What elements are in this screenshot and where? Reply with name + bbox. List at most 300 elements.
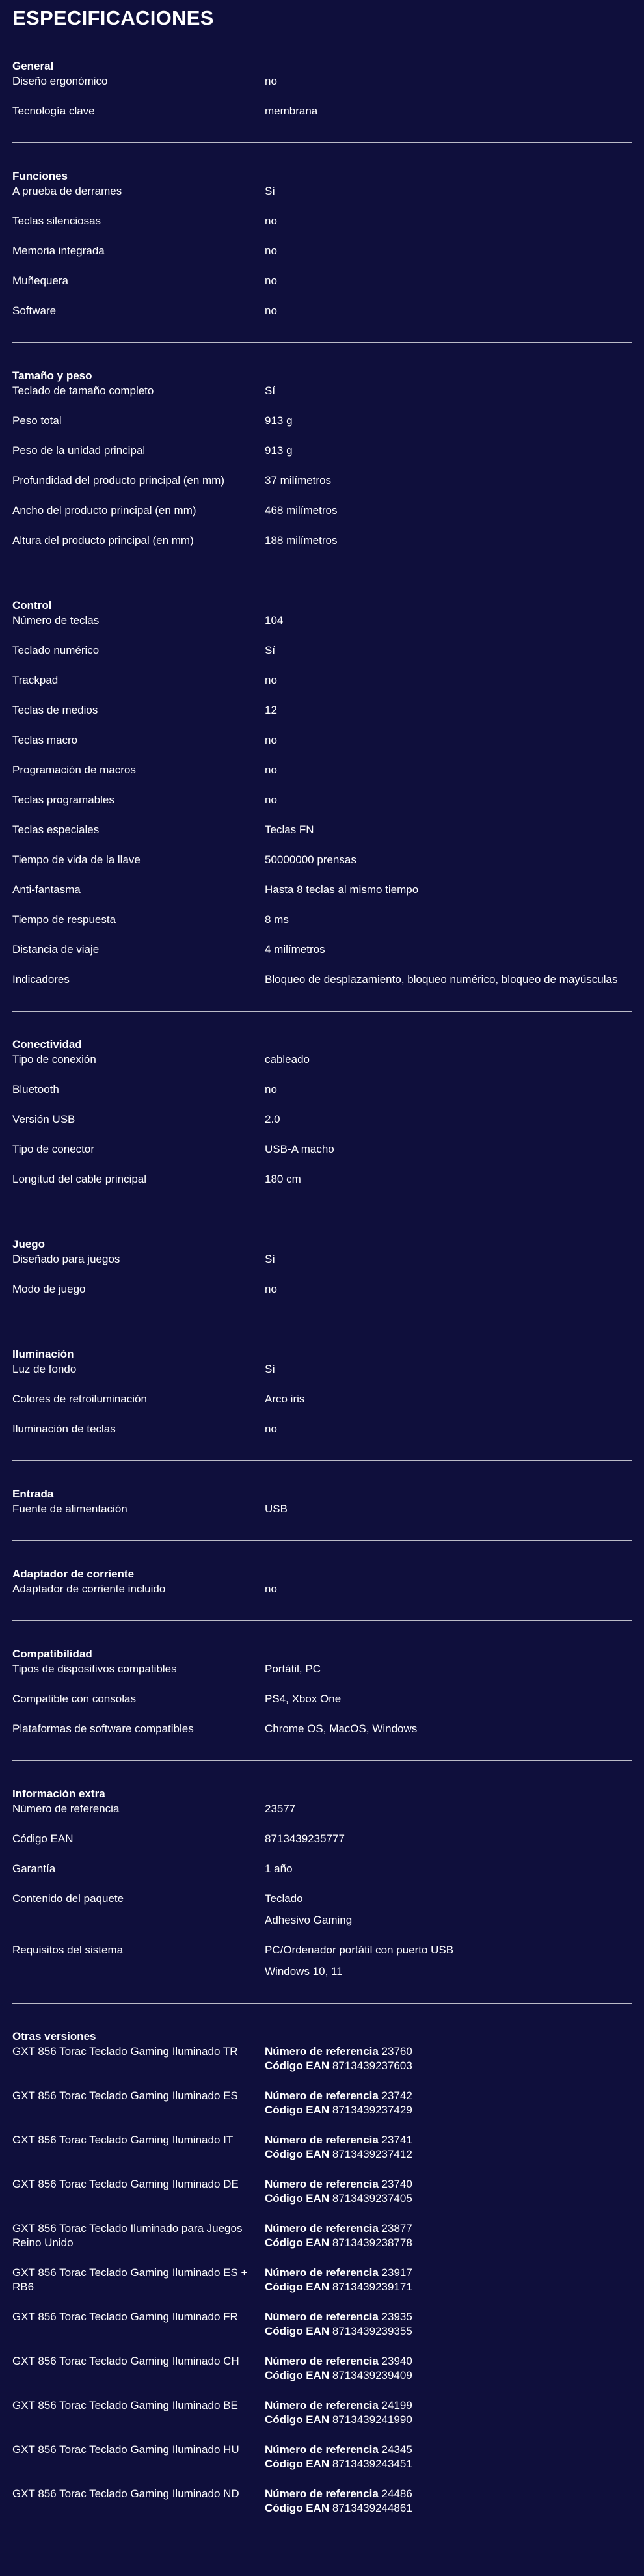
section-heading: Tamaño y peso (12, 369, 92, 382)
spec-value-line: no (265, 734, 277, 746)
spec-value-line: no (265, 794, 277, 806)
spec-value (265, 1662, 632, 1676)
version-row (12, 2045, 632, 2073)
section-heading: Otras versiones (12, 2030, 96, 2043)
spec-row (12, 1422, 632, 1436)
version-name[interactable]: GXT 856 Torac Teclado Gaming Iluminado ND (12, 2488, 239, 2500)
spec-label: Número de teclas (12, 614, 100, 626)
spec-label: Garantía (12, 1862, 56, 1875)
spec-value-line: 4 milímetros (265, 943, 325, 956)
spec-label: Indicadores (12, 973, 70, 986)
spec-label: Longitud del cable principal (12, 1173, 147, 1185)
section-heading: Control (12, 599, 52, 611)
ean-value: 8713439237603 (332, 2059, 412, 2072)
version-row (12, 2310, 632, 2339)
spec-row (12, 703, 632, 718)
spec-value (265, 613, 632, 628)
spec-value-line: no (265, 304, 277, 317)
ref-value: 23741 (381, 2134, 412, 2146)
section-funciones (12, 142, 632, 342)
version-ean-line (265, 2501, 632, 2516)
ref-label: Número de referencia (265, 2222, 379, 2234)
version-details (265, 2266, 632, 2294)
section-heading: Conectividad (12, 1038, 82, 1051)
spec-value-line: Chrome OS, MacOS, Windows (265, 1723, 418, 1735)
version-ean-line (265, 2147, 632, 2162)
spec-row (12, 643, 632, 658)
version-details (265, 2487, 632, 2516)
spec-label: Tipo de conexión (12, 1053, 96, 1066)
spec-value (265, 184, 632, 198)
spec-value-line: Sí (265, 644, 276, 656)
spec-value (265, 763, 632, 777)
spec-label: Número de referencia (12, 1803, 120, 1815)
section-spacer (12, 1436, 632, 1460)
spec-row (12, 384, 632, 398)
spec-row (12, 304, 632, 318)
spec-row (12, 1722, 632, 1736)
spec-row (12, 503, 632, 518)
spec-value (265, 703, 632, 718)
spec-value-line: Sí (265, 1363, 276, 1375)
section-spacer (12, 1296, 632, 1321)
spec-value (265, 444, 632, 458)
ref-label: Número de referencia (265, 2134, 379, 2146)
spec-label: Adaptador de corriente incluido (12, 1583, 166, 1595)
spec-row (12, 853, 632, 867)
spec-value-line: Bloqueo de desplazamiento, bloqueo numérico, bloqueo de mayúsculas (265, 973, 618, 986)
version-details (265, 2443, 632, 2471)
spec-value-line: PS4, Xbox One (265, 1693, 342, 1705)
spec-value (265, 1053, 632, 1067)
spec-row (12, 1662, 632, 1676)
spec-label: Peso total (12, 414, 62, 427)
spec-label: Teclas programables (12, 794, 114, 806)
spec-value-line: no (265, 1083, 277, 1095)
section-heading: Funciones (12, 170, 68, 182)
ean-label: Código EAN (265, 2502, 330, 2514)
ean-value: 8713439237412 (332, 2148, 412, 2160)
spec-value-line: no (265, 674, 277, 686)
version-ean-line (265, 2368, 632, 2383)
spec-row (12, 943, 632, 957)
spec-row (12, 244, 632, 258)
spec-value (265, 104, 632, 118)
spec-value (265, 274, 632, 288)
spec-value-line: 23577 (265, 1803, 296, 1815)
ref-value: 24199 (381, 2399, 412, 2411)
spec-row (12, 1943, 632, 1979)
section-spacer (12, 987, 632, 1011)
ref-label: Número de referencia (265, 2488, 379, 2500)
ref-value: 24486 (381, 2488, 412, 2500)
section-spacer (12, 1516, 632, 1540)
version-ref-line (265, 2443, 632, 2457)
ean-value: 8713439244861 (332, 2502, 412, 2514)
spec-row (12, 763, 632, 777)
spec-value (265, 733, 632, 747)
ean-label: Código EAN (265, 2192, 330, 2205)
spec-row (12, 1112, 632, 1127)
ean-label: Código EAN (265, 2369, 330, 2381)
spec-value-line: Adhesivo Gaming (265, 1914, 353, 1926)
spec-value (265, 1722, 632, 1736)
spec-value-line: 37 milímetros (265, 474, 332, 487)
section-spacer (12, 1979, 632, 2003)
spec-value-line: 188 milímetros (265, 534, 338, 546)
version-name[interactable]: GXT 856 Torac Teclado Gaming Iluminado FR (12, 2311, 238, 2323)
spec-row (12, 1282, 632, 1296)
version-ref-line (265, 2045, 632, 2059)
spec-row (12, 793, 632, 807)
ean-value: 8713439237405 (332, 2192, 412, 2205)
spec-label: Plataformas de software compatibles (12, 1723, 194, 1735)
version-row (12, 2443, 632, 2471)
section-juego (12, 1211, 632, 1321)
version-ref-line (265, 2398, 632, 2413)
spec-label: Luz de fondo (12, 1363, 77, 1375)
version-details (265, 2133, 632, 2162)
ean-label: Código EAN (265, 2325, 330, 2337)
version-row (12, 2398, 632, 2427)
spec-label: Teclas silenciosas (12, 215, 101, 227)
spec-value-line: 104 (265, 614, 284, 626)
spec-label: Profundidad del producto principal (en mm) (12, 474, 225, 487)
section-heading: Iluminación (12, 1348, 74, 1360)
spec-label: Tipos de dispositivos compatibles (12, 1663, 177, 1675)
version-name[interactable]: GXT 856 Torac Teclado Gaming Iluminado ES (12, 2089, 238, 2102)
spec-value-line: no (265, 215, 277, 227)
version-row (12, 2089, 632, 2117)
spec-label: Teclas de medios (12, 704, 98, 716)
version-name[interactable]: GXT 856 Torac Teclado Gaming Iluminado TR (12, 2045, 238, 2058)
spec-label: Altura del producto principal (en mm) (12, 534, 194, 546)
spec-value-line: Sí (265, 1253, 276, 1265)
spec-label: Trackpad (12, 674, 59, 686)
spec-value-line: USB (265, 1503, 288, 1515)
spec-value (265, 414, 632, 428)
spec-label: Compatible con consolas (12, 1693, 136, 1705)
spec-value-line: no (265, 1283, 277, 1295)
ref-label: Número de referencia (265, 2045, 379, 2058)
spec-value (265, 943, 632, 957)
spec-value (265, 1582, 632, 1596)
spec-label: Iluminación de teclas (12, 1423, 116, 1435)
spec-row (12, 1172, 632, 1187)
spec-label: Programación de macros (12, 764, 136, 776)
spec-value-line: no (265, 1583, 277, 1595)
version-ean-line (265, 2324, 632, 2339)
version-ref-line (265, 2266, 632, 2280)
spec-value-line: Hasta 8 teclas al mismo tiempo (265, 883, 419, 896)
spec-row (12, 414, 632, 428)
ean-value: 8713439239355 (332, 2325, 412, 2337)
section-control (12, 572, 632, 1011)
ref-value: 23760 (381, 2045, 412, 2058)
spec-label: Anti-fantasma (12, 883, 81, 896)
ref-label: Número de referencia (265, 2311, 379, 2323)
version-details (265, 2177, 632, 2206)
ean-value: 8713439239409 (332, 2369, 412, 2381)
spec-value (265, 1252, 632, 1267)
ref-value: 23940 (381, 2355, 412, 2367)
spec-value-line: 8713439235777 (265, 1832, 345, 1845)
spec-value (265, 823, 632, 837)
page-title: ESPECIFICACIONES (12, 7, 214, 29)
spec-value (265, 643, 632, 658)
spec-value-line: 1 año (265, 1862, 293, 1875)
version-ean-line (265, 2413, 632, 2427)
version-row (12, 2221, 632, 2250)
version-details (265, 2310, 632, 2339)
spec-value (265, 1892, 632, 1927)
spec-label: Teclado numérico (12, 644, 100, 656)
spec-value (265, 1282, 632, 1296)
spec-label: Bluetooth (12, 1083, 59, 1095)
spec-value-line: no (265, 245, 277, 257)
spec-row (12, 1862, 632, 1876)
section-entrada (12, 1460, 632, 1540)
ean-label: Código EAN (265, 2458, 330, 2470)
version-ref-line (265, 2354, 632, 2368)
version-ref-line (265, 2177, 632, 2192)
ref-value: 23917 (381, 2266, 412, 2279)
version-row (12, 2177, 632, 2206)
spec-row (12, 673, 632, 688)
spec-row (12, 1802, 632, 1816)
spec-value-line: 180 cm (265, 1173, 301, 1185)
spec-value (265, 1502, 632, 1516)
spec-label: Diseñado para juegos (12, 1253, 120, 1265)
version-details (265, 2354, 632, 2383)
ref-value: 23877 (381, 2222, 412, 2234)
spec-row (12, 1892, 632, 1927)
spec-value-line: PC/Ordenador portátil con puerto USB (265, 1944, 454, 1956)
spec-label: Teclas especiales (12, 824, 100, 836)
spec-row (12, 1692, 632, 1706)
version-name[interactable]: GXT 856 Torac Teclado Gaming Iluminado BE (12, 2399, 238, 2411)
spec-value (265, 1943, 632, 1979)
section-spacer (12, 318, 632, 342)
spec-value-line: no (265, 1423, 277, 1435)
ean-label: Código EAN (265, 2148, 330, 2160)
section-tamano-y-peso (12, 342, 632, 572)
ref-value: 23935 (381, 2311, 412, 2323)
ref-value: 24345 (381, 2443, 412, 2456)
version-name[interactable]: GXT 856 Torac Teclado Gaming Iluminado CH (12, 2355, 239, 2367)
spec-value-line: USB-A macho (265, 1143, 334, 1155)
spec-value-line: 50000000 prensas (265, 853, 356, 866)
spec-value (265, 1422, 632, 1436)
ean-label: Código EAN (265, 2413, 330, 2426)
spec-value (265, 214, 632, 228)
ean-value: 8713439241990 (332, 2413, 412, 2426)
spec-value (265, 533, 632, 548)
ean-label: Código EAN (265, 2236, 330, 2249)
spec-row (12, 1252, 632, 1267)
version-ean-line (265, 2280, 632, 2294)
spec-value-line: 12 (265, 704, 277, 716)
ref-value: 23740 (381, 2178, 412, 2190)
version-ean-line (265, 2059, 632, 2073)
spec-value-line: Sí (265, 384, 276, 397)
ean-label: Código EAN (265, 2281, 330, 2293)
version-name[interactable]: GXT 856 Torac Teclado Gaming Iluminado ES + RB6 (12, 2266, 248, 2293)
section-heading: General (12, 60, 54, 72)
version-ref-line (265, 2089, 632, 2103)
spec-value (265, 1862, 632, 1876)
spec-value-line: 913 g (265, 414, 293, 427)
spec-label: Colores de retroiluminación (12, 1393, 147, 1405)
section-spacer (12, 1596, 632, 1620)
spec-label: Software (12, 304, 57, 317)
section-spacer (12, 118, 632, 142)
section-general (12, 33, 632, 142)
version-row (12, 2133, 632, 2162)
ref-label: Número de referencia (265, 2178, 379, 2190)
spec-label: Tiempo de respuesta (12, 913, 116, 926)
spec-value-line: Arco iris (265, 1393, 305, 1405)
spec-row (12, 274, 632, 288)
section-spacer (12, 1736, 632, 1760)
spec-row (12, 474, 632, 488)
section-heading: Adaptador de corriente (12, 1568, 135, 1580)
spec-value-line: Windows 10, 11 (265, 1965, 343, 1978)
version-name[interactable]: GXT 856 Torac Teclado Gaming Iluminado HU (12, 2443, 239, 2456)
spec-value (265, 1112, 632, 1127)
spec-label: Versión USB (12, 1113, 75, 1125)
spec-value (265, 384, 632, 398)
spec-row (12, 613, 632, 628)
spec-row (12, 104, 632, 118)
spec-value-line: 468 milímetros (265, 504, 338, 517)
spec-value-line: Teclas FN (265, 824, 314, 836)
section-conectividad (12, 1011, 632, 1211)
spec-label: Tecnología clave (12, 105, 95, 117)
ref-value: 23742 (381, 2089, 412, 2102)
ref-label: Número de referencia (265, 2089, 379, 2102)
version-ref-line (265, 2133, 632, 2147)
spec-value (265, 503, 632, 518)
version-name[interactable]: GXT 856 Torac Teclado Gaming Iluminado IT (12, 2134, 234, 2146)
spec-value (265, 853, 632, 867)
spec-row (12, 823, 632, 837)
spec-row (12, 1082, 632, 1097)
section-adaptador-de-corriente (12, 1540, 632, 1620)
spec-row (12, 184, 632, 198)
spec-value (265, 244, 632, 258)
spec-row (12, 444, 632, 458)
ref-label: Número de referencia (265, 2355, 379, 2367)
spec-label: Tipo de conector (12, 1143, 94, 1155)
spec-row (12, 1582, 632, 1596)
spec-value (265, 913, 632, 927)
version-ean-line (265, 2457, 632, 2471)
section-heading: Entrada (12, 1488, 54, 1500)
spec-label: Muñequera (12, 275, 69, 287)
spec-value (265, 973, 632, 987)
spec-value (265, 74, 632, 88)
spec-value-line: 2.0 (265, 1113, 280, 1125)
spec-value-line: no (265, 275, 277, 287)
spec-row (12, 74, 632, 88)
spec-value (265, 1832, 632, 1846)
version-name[interactable]: GXT 856 Torac Teclado Iluminado para Juegos Reino Unido (12, 2222, 243, 2249)
version-details (265, 2221, 632, 2250)
spec-value-line: cableado (265, 1053, 310, 1066)
section-heading: Información extra (12, 1788, 105, 1800)
section-compatibilidad (12, 1620, 632, 1760)
ean-value: 8713439239171 (332, 2281, 412, 2293)
spec-row (12, 883, 632, 897)
spec-value-line: 8 ms (265, 913, 289, 926)
spec-value (265, 1362, 632, 1376)
spec-value (265, 1172, 632, 1187)
spec-label: Fuente de alimentación (12, 1503, 127, 1515)
spec-row (12, 1502, 632, 1516)
spec-label: Modo de juego (12, 1283, 86, 1295)
spec-row (12, 214, 632, 228)
spec-value (265, 304, 632, 318)
spec-value (265, 1692, 632, 1706)
spec-value (265, 883, 632, 897)
version-ref-line (265, 2221, 632, 2236)
spec-label: Peso de la unidad principal (12, 444, 146, 457)
spec-label: Diseño ergonómico (12, 75, 108, 87)
section-heading: Juego (12, 1238, 46, 1250)
ref-label: Número de referencia (265, 2443, 379, 2456)
spec-value-line: 913 g (265, 444, 293, 457)
spec-row (12, 913, 632, 927)
version-details (265, 2045, 632, 2073)
spec-row (12, 533, 632, 548)
ean-label: Código EAN (265, 2059, 330, 2072)
spec-value (265, 1802, 632, 1816)
version-row (12, 2354, 632, 2383)
spec-label: Contenido del paquete (12, 1892, 124, 1905)
spec-value (265, 474, 632, 488)
section-iluminacion (12, 1321, 632, 1460)
version-name[interactable]: GXT 856 Torac Teclado Gaming Iluminado DE (12, 2178, 239, 2190)
spec-label: Tiempo de vida de la llave (12, 853, 141, 866)
version-row (12, 2487, 632, 2516)
version-details (265, 2398, 632, 2427)
section-spacer (12, 1187, 632, 1211)
spec-label: Requisitos del sistema (12, 1944, 124, 1956)
spec-value-line: Sí (265, 185, 276, 197)
ean-value: 8713439237429 (332, 2104, 412, 2116)
spec-label: A prueba de derrames (12, 185, 122, 197)
spec-label: Teclas macro (12, 734, 78, 746)
version-ref-line (265, 2487, 632, 2501)
spec-sections (12, 33, 632, 2003)
spec-label: Código EAN (12, 1832, 74, 1845)
spec-row (12, 1362, 632, 1376)
section-other-versions (12, 2003, 632, 2516)
spec-row (12, 1053, 632, 1067)
section-heading: Compatibilidad (12, 1648, 92, 1660)
spec-row (12, 1142, 632, 1157)
spec-label: Memoria integrada (12, 245, 105, 257)
spec-value-line: membrana (265, 105, 318, 117)
spec-value-line: Portátil, PC (265, 1663, 321, 1675)
ref-label: Número de referencia (265, 2266, 379, 2279)
version-ref-line (265, 2310, 632, 2324)
version-ean-line (265, 2236, 632, 2250)
spec-value (265, 1082, 632, 1097)
version-ean-line (265, 2103, 632, 2117)
ean-value: 8713439243451 (332, 2458, 412, 2470)
